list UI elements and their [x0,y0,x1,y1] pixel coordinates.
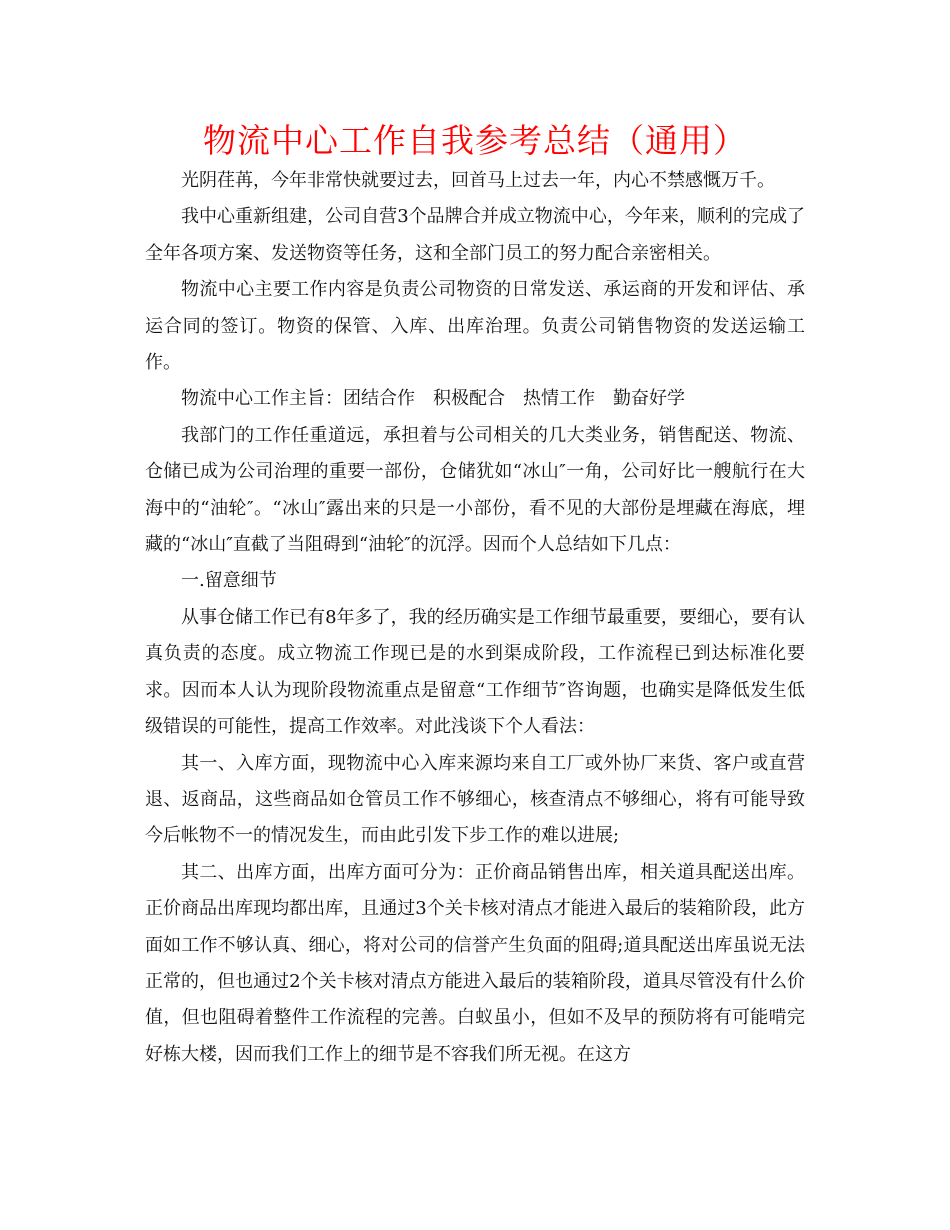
paragraph-2: 我中心重新组建，公司自营3个品牌合并成立物流中心，今年来，顺利的完成了全年各项方案、发送物资等任务，这和全部门员工的努力配合亲密相关。 [145,206,805,264]
document-title: 物流中心工作自我参考总结（通用） [203,121,747,160]
paragraph-5: 我部门的工作任重道远，承担着与公司相关的几大类业务，销售配送、物流、仓储已成为公司治理的重要一部份，仓储犹如“冰山″一角，公司好比一艘航行在大海中的“油轮″。“冰山″露出来的只是一小部份，看不见的大部份是埋藏在海底，埋藏的“冰山″直截了当阻碍到“油轮″的沉浮。因而个人总结如下几点： [145,424,805,556]
paragraph-3: 物流中心主要工作内容是负责公司物资的日常发送、承运商的开发和评估、承运合同的签订。物资的保管、入库、出库治理。负责公司销售物资的发送运输工作。 [145,279,805,374]
paragraph-8: 其二、出库方面，出库方面可分为：正价商品销售出库，相关道具配送出库。正价商品出库现均都出库，且通过3个关卡核对清点才能进入最后的装箱阶段，此方面如工作不够认真、细心，将对公司的信誉产生负面的阻碍;道具配送出库虽说无法正常的，但也通过2个关卡核对清点方能进入最后的装箱阶段，道具尽管没有什么价值，但也阻碍着整件工作流程的完善。白蚁虽小，但如不及早的预防将有可能啃完好栋大楼，因而我们工作上的细节是不容我们所无视。在这方 [145,861,805,1065]
document-body [145,163,805,1073]
paragraph-6: 从事仓储工作已有8年多了，我的经历确实是工作细节最重要，要细心，要有认真负责的态度。成立物流工作现已是的水到渠成阶段，工作流程已到达标准化要求。因而本人认为现阶段物流重点是留意“工作细节″咨询题，也确实是降低发生低级错误的可能性，提高工作效率。对此浅谈下个人看法： [145,606,805,738]
paragraph-7: 其一、入库方面，现物流中心入库来源均来自工厂或外协厂来货、客户或直营退、返商品，这些商品如仓管员工作不够细心，核查清点不够细心，将有可能导致今后帐物不一的情况发生，而由此引发下步工作的难以进展; [145,752,805,847]
paragraph-4: 物流中心工作主旨：团结合作 积极配合 热情工作 勤奋好学 [181,388,685,410]
paragraph-1: 光阴荏苒，今年非常快就要过去，回首马上过去一年，内心不禁感慨万千。 [181,170,775,191]
section-heading-1: 一.留意细节 [181,570,277,592]
